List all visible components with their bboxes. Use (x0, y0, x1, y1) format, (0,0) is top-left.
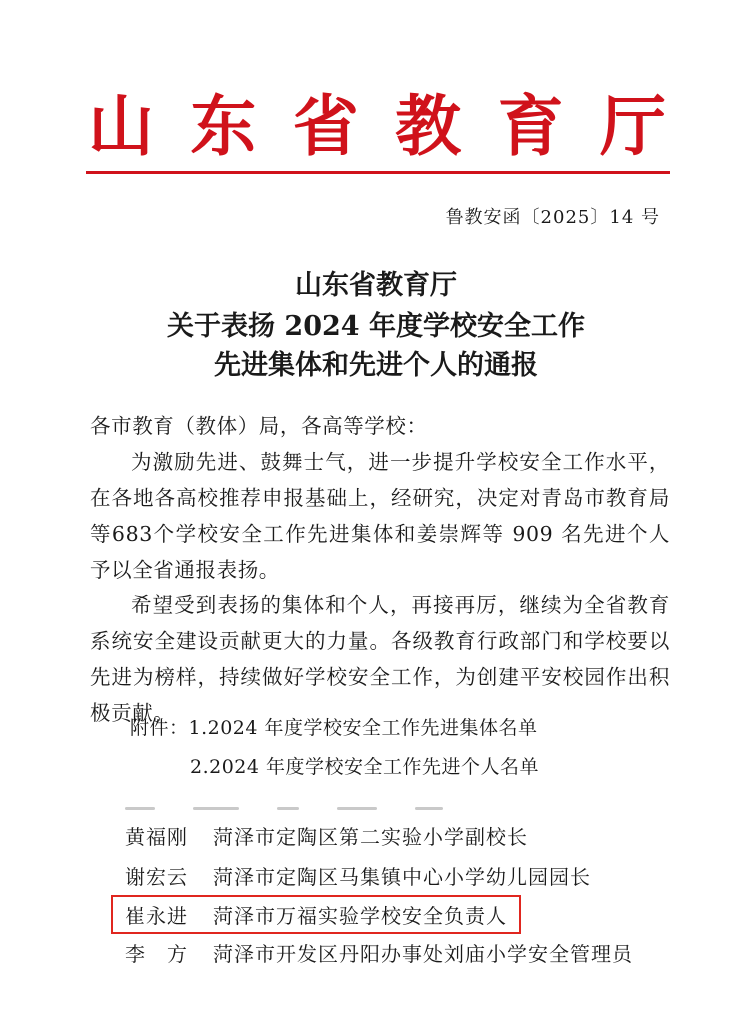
red-divider (86, 171, 670, 174)
person-row-highlighted (125, 901, 507, 931)
person-row (125, 939, 633, 969)
body-paragraph (90, 587, 670, 731)
person-name: 黄福刚 (125, 825, 188, 849)
person-title: 菏泽市万福实验学校安全负责人 (213, 904, 507, 928)
person-row (125, 822, 528, 852)
doc-title-line-1: 山东省教育厅 (295, 270, 457, 301)
doc-title-line-2: 关于表扬 2024 年度学校安全工作 (167, 311, 585, 342)
letterhead-masthead (88, 88, 666, 164)
masthead-char: 教 (395, 87, 462, 165)
masthead-char: 东 (190, 87, 257, 165)
person-name: 崔永进 (125, 904, 188, 928)
person-name: 李 方 (125, 942, 188, 966)
doc-title-line-3: 先进集体和先进个人的通报 (214, 350, 538, 381)
attachment-1: 附件：1.2024 年度学校安全工作先进集体名单 (130, 717, 538, 739)
person-title: 菏泽市定陶区马集镇中心小学幼儿园园长 (213, 865, 591, 889)
person-title: 菏泽市开发区丹阳办事处刘庙小学安全管理员 (213, 942, 633, 966)
masthead-char: 省 (292, 87, 359, 165)
salutation: 各市教育（教体）局，各高等学校： (90, 414, 428, 438)
person-name: 谢宏云 (125, 865, 188, 889)
person-title: 菏泽市定陶区第二实验小学副校长 (213, 825, 528, 849)
cropped-text-remnant (125, 803, 545, 813)
paragraph-text: 为激励先进、鼓舞士气，进一步提升学校安全工作水平，在各地各高校推荐申报基础上，经研究，决定对青岛市教育局等683个学校安全工作先进集体和姜崇辉等 909 名先进个人予以全省通报表扬。 (90, 450, 670, 582)
body-paragraph (90, 444, 670, 588)
person-row (125, 862, 591, 892)
masthead-char: 山 (88, 87, 154, 165)
masthead-char: 育 (497, 87, 564, 165)
attachment-2: 2.2024 年度学校安全工作先进个人名单 (190, 756, 540, 778)
paragraph-text: 希望受到表扬的集体和个人，再接再厉，继续为全省教育系统安全建设贡献更大的力量。各级教育行政部门和学校要以先进为榜样，持续做好学校安全工作，为创建平安校园作出积极贡献。 (90, 593, 670, 725)
masthead-char: 厅 (599, 87, 666, 165)
document-number: 鲁教安函〔2025〕14 号 (445, 207, 660, 228)
